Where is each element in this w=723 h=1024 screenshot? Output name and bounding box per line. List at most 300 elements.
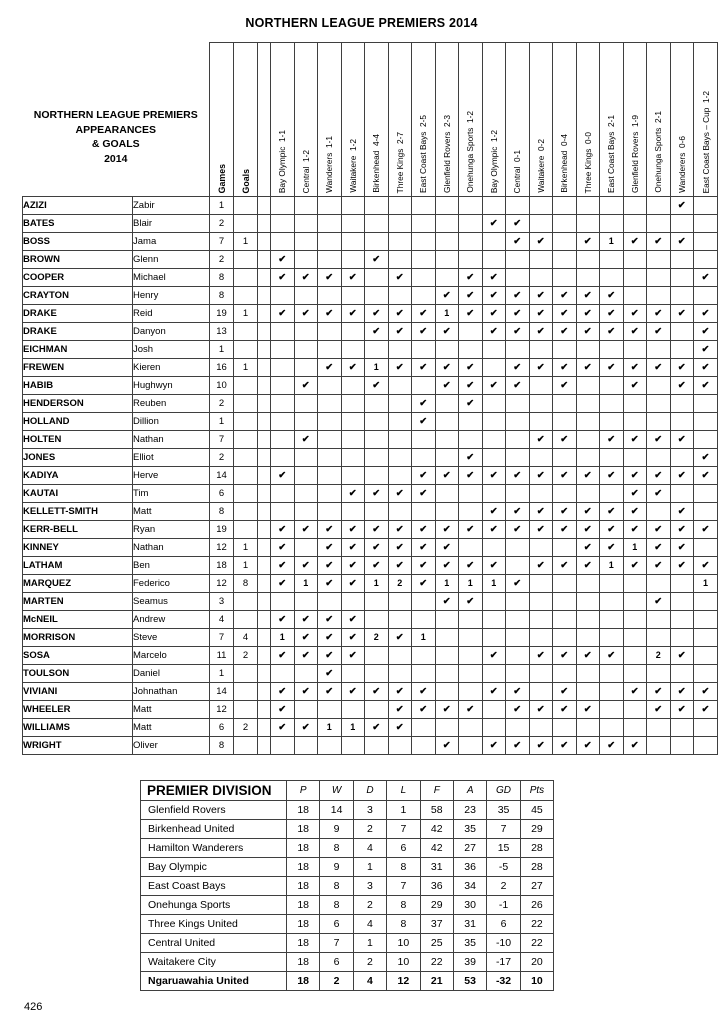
appearance-cell (318, 251, 342, 269)
spacer-cell (258, 305, 271, 323)
appearance-cell (670, 269, 694, 287)
appearance-cell (694, 197, 718, 215)
appearance-cell (412, 413, 436, 431)
check-icon: ✔ (536, 308, 545, 319)
goals-cell (234, 251, 258, 269)
appearance-cell (341, 197, 365, 215)
check-icon: ✔ (583, 560, 592, 571)
check-icon: ✔ (513, 218, 522, 229)
games-header-cell (210, 43, 234, 197)
appearance-cell (318, 215, 342, 233)
appearance-cell (576, 251, 600, 269)
surname-cell: MARTEN (23, 593, 133, 611)
surname-cell: KELLETT-SMITH (23, 503, 133, 521)
player-row (23, 719, 718, 737)
match-header-cell (553, 43, 577, 197)
appearance-cell (529, 359, 553, 377)
firstname-cell: Matt (133, 719, 210, 737)
check-icon: ✔ (419, 686, 428, 697)
appearance-cell (271, 233, 295, 251)
appearance-cell (412, 737, 436, 755)
stat-cell: -17 (487, 953, 520, 972)
check-icon: ✔ (325, 362, 334, 373)
appearance-cell (623, 701, 647, 719)
appearance-cell (365, 503, 389, 521)
appearance-cell (435, 593, 459, 611)
goals-cell (234, 521, 258, 539)
appearance-cell (670, 395, 694, 413)
goals-cell: 4 (234, 629, 258, 647)
firstname-cell: Michael (133, 269, 210, 287)
appearance-cell (694, 593, 718, 611)
firstname-cell: Jama (133, 233, 210, 251)
appearance-cell (388, 593, 412, 611)
appearance-cell (529, 521, 553, 539)
check-icon: ✔ (701, 704, 710, 715)
stat-cell: 6 (387, 839, 420, 858)
check-icon: ✔ (278, 470, 287, 481)
team-cell: Glenfield Rovers (141, 801, 287, 820)
appearance-cell (506, 251, 530, 269)
check-icon: ✔ (677, 362, 686, 373)
appearance-cell (365, 611, 389, 629)
match-header-label: Wanderers 1-1 (324, 136, 335, 193)
check-icon: ✔ (513, 362, 522, 373)
appearance-cell (600, 701, 624, 719)
appearance-cell (412, 305, 436, 323)
check-icon: ✔ (560, 560, 569, 571)
appearance-cell (271, 215, 295, 233)
check-icon: ✔ (513, 506, 522, 517)
match-header-label: Waitakere 0-2 (535, 139, 546, 193)
stat-header-cell: L (387, 781, 420, 801)
match-header-cell (341, 43, 365, 197)
surname-cell: HENDERSON (23, 395, 133, 413)
appearance-cell (670, 467, 694, 485)
surname-cell: BROWN (23, 251, 133, 269)
appearance-cell (341, 557, 365, 575)
check-icon: ✔ (395, 632, 404, 643)
check-icon: ✔ (630, 506, 639, 517)
appearance-cell (294, 557, 318, 575)
appearance-cell (506, 503, 530, 521)
firstname-cell: Dillion (133, 413, 210, 431)
appearance-cell (506, 485, 530, 503)
appearance-cell (576, 269, 600, 287)
check-icon: ✔ (630, 740, 639, 751)
appearance-cell (271, 629, 295, 647)
games-header-label: Games (216, 163, 227, 193)
appearance-cell (459, 413, 483, 431)
appearance-cell (623, 215, 647, 233)
appearance-cell (647, 467, 671, 485)
match-header-label: East Coast Bays – Cup 1-2 (700, 90, 711, 193)
appearance-cell (294, 665, 318, 683)
appearance-cell (294, 413, 318, 431)
appearance-cell (506, 233, 530, 251)
appearance-cell (435, 287, 459, 305)
appearance-cell (482, 467, 506, 485)
check-icon: ✔ (536, 524, 545, 535)
appearance-cell (459, 683, 483, 701)
appearance-cell (506, 395, 530, 413)
check-icon: ✔ (348, 686, 357, 697)
appearance-cell (600, 503, 624, 521)
appearance-cell (318, 305, 342, 323)
appearance-cell (576, 197, 600, 215)
appearance-cell (600, 719, 624, 737)
appearance-cell (341, 395, 365, 413)
check-icon: ✔ (442, 704, 451, 715)
appearance-cell (318, 359, 342, 377)
check-icon: ✔ (654, 308, 663, 319)
games-cell: 7 (210, 233, 234, 251)
games-cell: 12 (210, 701, 234, 719)
stat-header-cell: D (353, 781, 386, 801)
check-icon: ✔ (677, 308, 686, 319)
appearance-cell (482, 719, 506, 737)
check-icon: ✔ (442, 560, 451, 571)
appearance-cell (294, 233, 318, 251)
appearance-cell (365, 341, 389, 359)
appearance-cell (670, 539, 694, 557)
stat-header-cell: A (453, 781, 486, 801)
check-icon: ✔ (395, 272, 404, 283)
match-header-cell (318, 43, 342, 197)
appearance-cell (600, 215, 624, 233)
appearance-cell (318, 665, 342, 683)
goals-cell (234, 467, 258, 485)
stat-cell: 18 (287, 934, 320, 953)
stat-cell: 1 (387, 801, 420, 820)
check-icon: ✔ (348, 488, 357, 499)
appearance-cell (553, 503, 577, 521)
appearance-cell (506, 341, 530, 359)
appearance-cell (553, 341, 577, 359)
check-icon: ✔ (560, 524, 569, 535)
appearance-cell (529, 467, 553, 485)
appearance-cell (694, 359, 718, 377)
appearance-cell (576, 539, 600, 557)
appearance-cell (506, 467, 530, 485)
appearance-cell (365, 485, 389, 503)
appearance-cell (271, 305, 295, 323)
check-icon: ✔ (654, 596, 663, 607)
stat-cell: 6 (320, 915, 353, 934)
appearance-cell (388, 215, 412, 233)
appearance-cell (435, 341, 459, 359)
appearance-cell (670, 611, 694, 629)
appearance-cell (670, 215, 694, 233)
check-icon: ✔ (419, 578, 428, 589)
appearance-cell (482, 647, 506, 665)
appearance-cell (529, 701, 553, 719)
appearance-cell (388, 629, 412, 647)
appearance-cell (294, 449, 318, 467)
goal-count: 1 (350, 722, 356, 732)
goals-cell: 1 (234, 359, 258, 377)
spacer-cell (258, 629, 271, 647)
spacer-cell (258, 269, 271, 287)
appearance-cell (294, 197, 318, 215)
goal-count: 1 (608, 236, 614, 246)
appearance-cell (318, 647, 342, 665)
check-icon: ✔ (419, 398, 428, 409)
check-icon: ✔ (560, 290, 569, 301)
goals-cell (234, 449, 258, 467)
appearance-cell (365, 449, 389, 467)
check-icon: ✔ (677, 704, 686, 715)
appearance-cell (576, 503, 600, 521)
check-icon: ✔ (583, 326, 592, 337)
stat-cell: 21 (420, 972, 453, 991)
appearance-cell (459, 665, 483, 683)
spacer-cell (258, 323, 271, 341)
check-icon: ✔ (278, 578, 287, 589)
match-header-label: Three Kings 0-0 (582, 131, 593, 193)
stat-cell: 9 (320, 858, 353, 877)
appearance-cell (388, 611, 412, 629)
check-icon: ✔ (372, 560, 381, 571)
appearance-cell (482, 539, 506, 557)
check-icon: ✔ (677, 506, 686, 517)
stat-cell: 18 (287, 877, 320, 896)
appearance-cell (694, 323, 718, 341)
player-row (23, 197, 718, 215)
appearance-cell (271, 557, 295, 575)
appearance-cell (623, 287, 647, 305)
appearance-cell (600, 683, 624, 701)
check-icon: ✔ (372, 524, 381, 535)
stat-cell: 7 (320, 934, 353, 953)
check-icon: ✔ (278, 560, 287, 571)
spacer-cell (258, 341, 271, 359)
appearance-cell (271, 287, 295, 305)
check-icon: ✔ (278, 272, 287, 283)
stat-header-cell: P (287, 781, 320, 801)
check-icon: ✔ (513, 308, 522, 319)
standings-row (141, 915, 554, 934)
appearance-cell (341, 485, 365, 503)
appearance-cell (506, 737, 530, 755)
appearance-cell (670, 251, 694, 269)
firstname-cell: Tim (133, 485, 210, 503)
check-icon: ✔ (348, 650, 357, 661)
goal-count: 1 (420, 632, 426, 642)
appearance-cell (647, 557, 671, 575)
appearance-cell (576, 449, 600, 467)
appearance-cell (341, 665, 365, 683)
appearance-cell (647, 395, 671, 413)
appearance-cell (623, 503, 647, 521)
stat-cell: 23 (453, 801, 486, 820)
match-header-cell (670, 43, 694, 197)
check-icon: ✔ (536, 506, 545, 517)
appearance-cell (318, 323, 342, 341)
stat-cell: 8 (387, 915, 420, 934)
check-icon: ✔ (701, 362, 710, 373)
appearance-cell (482, 197, 506, 215)
appearance-cell (412, 323, 436, 341)
spacer-cell (258, 449, 271, 467)
appearance-cell (271, 395, 295, 413)
stat-header-cell: GD (487, 781, 520, 801)
surname-cell: COOPER (23, 269, 133, 287)
match-header-cell (388, 43, 412, 197)
check-icon: ✔ (395, 722, 404, 733)
stat-cell: 18 (287, 972, 320, 991)
stat-cell: 2 (320, 972, 353, 991)
check-icon: ✔ (325, 272, 334, 283)
standings-row (141, 820, 554, 839)
check-icon: ✔ (301, 272, 310, 283)
games-cell: 4 (210, 611, 234, 629)
stat-cell: 29 (420, 896, 453, 915)
page-number: 426 (24, 1001, 43, 1013)
match-header-cell (482, 43, 506, 197)
firstname-cell: Blair (133, 215, 210, 233)
appearance-cell (529, 377, 553, 395)
appearance-cell (576, 413, 600, 431)
check-icon: ✔ (654, 434, 663, 445)
firstname-cell: Elliot (133, 449, 210, 467)
check-icon: ✔ (654, 704, 663, 715)
surname-cell: DRAKE (23, 305, 133, 323)
appearance-cell (318, 449, 342, 467)
appearance-cell (670, 521, 694, 539)
appearance-cell (459, 395, 483, 413)
check-icon: ✔ (630, 686, 639, 697)
appearance-cell (576, 359, 600, 377)
check-icon: ✔ (654, 686, 663, 697)
surname-cell: KADIYA (23, 467, 133, 485)
goal-count: 1 (702, 578, 708, 588)
check-icon: ✔ (372, 686, 381, 697)
player-row (23, 593, 718, 611)
appearance-cell (529, 251, 553, 269)
appearance-cell (600, 467, 624, 485)
appearance-cell (318, 719, 342, 737)
match-header-label: Glenfield Rovers 1-9 (629, 115, 640, 193)
appearance-cell (553, 215, 577, 233)
appearance-cell (506, 431, 530, 449)
check-icon: ✔ (677, 236, 686, 247)
stat-cell: 37 (420, 915, 453, 934)
appearance-cell (694, 683, 718, 701)
appearance-cell (694, 449, 718, 467)
appearance-cell (694, 611, 718, 629)
goals-cell: 2 (234, 719, 258, 737)
appearance-cell (459, 737, 483, 755)
appearance-cell (318, 521, 342, 539)
player-row (23, 503, 718, 521)
appearance-cell (365, 305, 389, 323)
appearance-cell (670, 377, 694, 395)
goals-cell (234, 377, 258, 395)
player-row (23, 575, 718, 593)
appearance-cell (600, 593, 624, 611)
appearance-cell (647, 629, 671, 647)
match-header-cell (271, 43, 295, 197)
appearance-cell (341, 575, 365, 593)
firstname-cell: Zabir (133, 197, 210, 215)
appearance-cell (318, 539, 342, 557)
check-icon: ✔ (442, 326, 451, 337)
appearance-cell (459, 503, 483, 521)
appearance-cell (553, 413, 577, 431)
stat-cell: 4 (353, 915, 386, 934)
stat-header-cell: W (320, 781, 353, 801)
firstname-cell: Danyon (133, 323, 210, 341)
appearance-cell (271, 683, 295, 701)
appearance-cell (600, 287, 624, 305)
stat-header-cell: F (420, 781, 453, 801)
goals-cell (234, 269, 258, 287)
check-icon: ✔ (466, 308, 475, 319)
player-row (23, 737, 718, 755)
appearance-cell (623, 719, 647, 737)
appearance-cell (553, 395, 577, 413)
appearance-cell (294, 395, 318, 413)
check-icon: ✔ (677, 434, 686, 445)
appearance-cell (576, 377, 600, 395)
appearance-cell (553, 377, 577, 395)
standings-row (141, 839, 554, 858)
appearance-cell (529, 431, 553, 449)
appearance-cell (412, 431, 436, 449)
check-icon: ✔ (325, 668, 334, 679)
appearance-cell (341, 269, 365, 287)
appearance-cell (459, 269, 483, 287)
appearance-cell (482, 233, 506, 251)
check-icon: ✔ (630, 470, 639, 481)
match-header-cell (576, 43, 600, 197)
check-icon: ✔ (348, 614, 357, 625)
appearance-cell (482, 341, 506, 359)
player-row (23, 305, 718, 323)
check-icon: ✔ (630, 308, 639, 319)
goals-cell (234, 503, 258, 521)
appearance-cell (388, 719, 412, 737)
check-icon: ✔ (419, 308, 428, 319)
check-icon: ✔ (677, 200, 686, 211)
firstname-cell: Daniel (133, 665, 210, 683)
games-cell: 1 (210, 413, 234, 431)
check-icon: ✔ (419, 326, 428, 337)
check-icon: ✔ (489, 740, 498, 751)
standings-table (140, 780, 554, 991)
match-header-cell (529, 43, 553, 197)
appearance-cell (318, 431, 342, 449)
appearance-cell (623, 737, 647, 755)
appearance-cell (459, 377, 483, 395)
appearance-cell (670, 413, 694, 431)
appearance-cell (529, 341, 553, 359)
appearance-cell (271, 197, 295, 215)
check-icon: ✔ (583, 740, 592, 751)
player-row (23, 539, 718, 557)
check-icon: ✔ (630, 560, 639, 571)
appearance-cell (670, 701, 694, 719)
appearance-cell (506, 701, 530, 719)
appearance-cell (506, 269, 530, 287)
check-icon: ✔ (466, 704, 475, 715)
check-icon: ✔ (677, 650, 686, 661)
appearance-cell (435, 539, 459, 557)
player-row (23, 431, 718, 449)
appearance-cell (318, 467, 342, 485)
appearance-cell (670, 665, 694, 683)
